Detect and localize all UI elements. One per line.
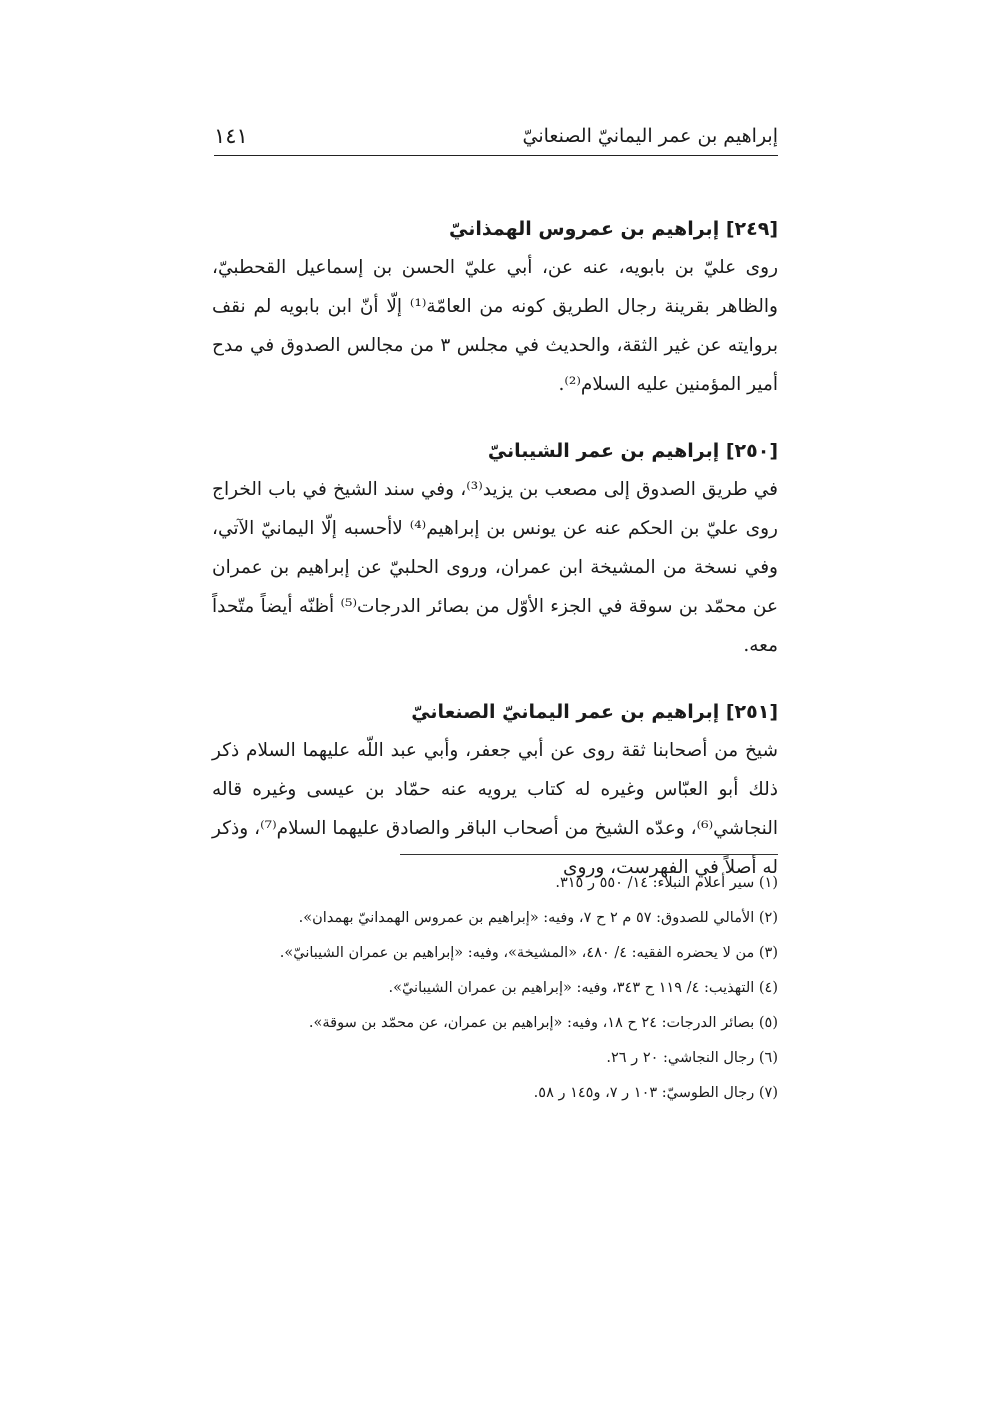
footnote: (٦) رجال النجاشي: ٢٠ ر ٢٦. bbox=[606, 1050, 778, 1066]
main-text bbox=[212, 212, 778, 887]
running-head bbox=[214, 118, 778, 156]
entry-text: في طريق الصدوق إلى مصعب بن يزيد⁽³⁾، وفي سند الشيخ في باب الخراج روى عليّ بن الحكم عنه عن يونس بن إبراهيم⁽⁴⁾ لاأحسبه إلّا اليمانيّ الآتي، وفي نسخة من المشيخة ابن عمران، وروى الحلبيّ عن إبراهيم بن عمران عن محمّد بن سوقة في الجزء الأوّل من بصائر الدرجات⁽⁵⁾ أظنّه أيضاً متّحداً معه. bbox=[212, 479, 778, 656]
entry-249 bbox=[212, 212, 778, 404]
footnote-divider bbox=[400, 854, 778, 855]
footnote: (٣) من لا يحضره الفقيه: ٤/ ٤٨٠، «المشيخة»، وفيه: «إبراهيم بن عمران الشيبانيّ». bbox=[279, 945, 778, 961]
footnotes bbox=[214, 866, 778, 1111]
entry-heading: [٢٤٩] إبراهيم بن عمروس الهمذانيّ bbox=[448, 218, 778, 240]
footnote: (٥) بصائر الدرجات: ٢٤ ح ١٨، وفيه: «إبراهيم بن عمران، عن محمّد بن سوقة». bbox=[308, 1015, 778, 1031]
footnote: (٤) التهذيب: ٤/ ١١٩ ح ٣٤٣، وفيه: «إبراهيم بن عمران الشيبانيّ». bbox=[388, 980, 778, 996]
footnote: (٢) الأمالي للصدوق: ٥٧ م ٢ ح ٧، وفيه: «إبراهيم بن عمروس الهمدانيّ بهمدان». bbox=[298, 910, 778, 926]
entry-251 bbox=[212, 695, 778, 887]
entry-heading: [٢٥٠] إبراهيم بن عمر الشيبانيّ bbox=[487, 440, 778, 462]
footnote: (٧) رجال الطوسيّ: ١٠٣ ر ٧، و١٤٥ ر ٥٨. bbox=[533, 1085, 778, 1101]
page-number: ١٤١ bbox=[214, 124, 248, 148]
entry-text: روى عليّ بن بابويه، عنه عن، أبي عليّ الحسن بن إسماعيل القحطبيّ، والظاهر بقرينة رجال الطريق كونه من العامّة⁽¹⁾ إلّا أنّ ابن بابويه لم نقف بروايته عن غير الثقة، والحديث في مجلس ٣ من مجالس الصدوق في مدح أمير المؤمنين عليه السلام⁽²⁾. bbox=[212, 257, 778, 395]
footnote: (١) سير أعلام النبلاء: ١٤/ ٥٥٠ ر ٣١٥. bbox=[555, 875, 778, 891]
entry-text: شيخ من أصحابنا ثقة روى عن أبي جعفر، وأبي عبد اللّه عليهما السلام ذكر ذلك أبو العبّاس وغيره له كتاب يرويه عنه حمّاد بن عيسى وغيره قاله النجاشي⁽⁶⁾، وعدّه الشيخ من أصحاب الباقر والصادق عليهما السلام⁽⁷⁾، وذكر له أصلاً في الفهرست، وروى bbox=[212, 740, 778, 878]
entry-heading: [٢٥١] إبراهيم بن عمر اليمانيّ الصنعانيّ bbox=[411, 701, 778, 723]
running-title: إبراهيم بن عمر اليمانيّ الصنعانيّ bbox=[522, 125, 778, 147]
entry-250 bbox=[212, 434, 778, 665]
